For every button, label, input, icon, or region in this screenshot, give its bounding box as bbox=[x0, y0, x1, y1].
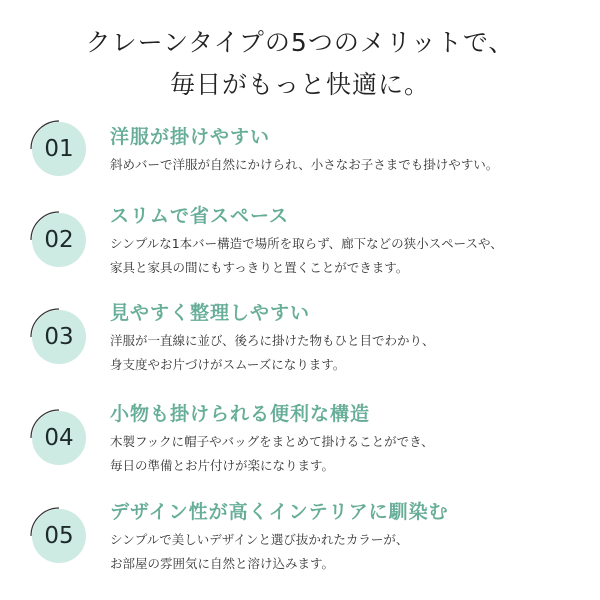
feature-title: 小物も掛けられる便利な構造 bbox=[110, 403, 371, 425]
feature-description bbox=[110, 232, 590, 280]
feature-number-badge: 01 bbox=[32, 122, 86, 176]
feature-number-badge: 02 bbox=[32, 213, 86, 267]
headline bbox=[0, 22, 600, 106]
feature-description-line: 洋服が一直線に並び、後ろに掛けた物もひと目でわかり、 bbox=[110, 333, 435, 348]
feature-5 bbox=[0, 497, 600, 587]
feature-description-line: 木製フックに帽子やバッグをまとめて掛けることができ、 bbox=[110, 434, 434, 449]
feature-title: デザイン性が高くインテリアに馴染む bbox=[110, 501, 449, 523]
feature-description-line: シンプルで美しいデザインと選び抜かれたカラーが、 bbox=[110, 532, 409, 547]
feature-number-badge: 03 bbox=[32, 310, 86, 364]
feature-description-line: 身支度やお片づけがスムーズになります。 bbox=[110, 357, 346, 372]
feature-3 bbox=[0, 298, 600, 388]
feature-title: 見やすく整理しやすい bbox=[110, 302, 311, 324]
feature-title: スリムで省スペース bbox=[110, 205, 290, 227]
feature-description-line: 毎日の準備とお片付けが楽になります。 bbox=[110, 458, 335, 473]
headline-line-1: クレーンタイプの5つのメリットで、 bbox=[85, 28, 515, 57]
feature-description bbox=[110, 430, 590, 478]
headline-line-2: 毎日がもっと快適に。 bbox=[169, 70, 430, 99]
feature-2 bbox=[0, 201, 600, 291]
feature-title: 洋服が掛けやすい bbox=[110, 126, 271, 148]
feature-description bbox=[110, 153, 590, 177]
feature-description-line: 家具と家具の間にもすっきりと置くことができます。 bbox=[110, 260, 409, 275]
feature-number-badge: 05 bbox=[32, 509, 86, 563]
feature-description-line: 斜めバーで洋服が自然にかけられ、小さなお子さまでも掛けやすい。 bbox=[110, 157, 499, 172]
feature-1 bbox=[0, 122, 600, 212]
feature-description-line: シンプルな1本バー構造で場所を取らず、廊下などの狭小スペースや、 bbox=[110, 236, 503, 251]
feature-4 bbox=[0, 399, 600, 489]
feature-number-badge: 04 bbox=[32, 411, 86, 465]
feature-description bbox=[110, 329, 590, 377]
feature-description bbox=[110, 528, 590, 576]
feature-description-line: お部屋の雰囲気に自然と溶け込みます。 bbox=[110, 556, 335, 571]
